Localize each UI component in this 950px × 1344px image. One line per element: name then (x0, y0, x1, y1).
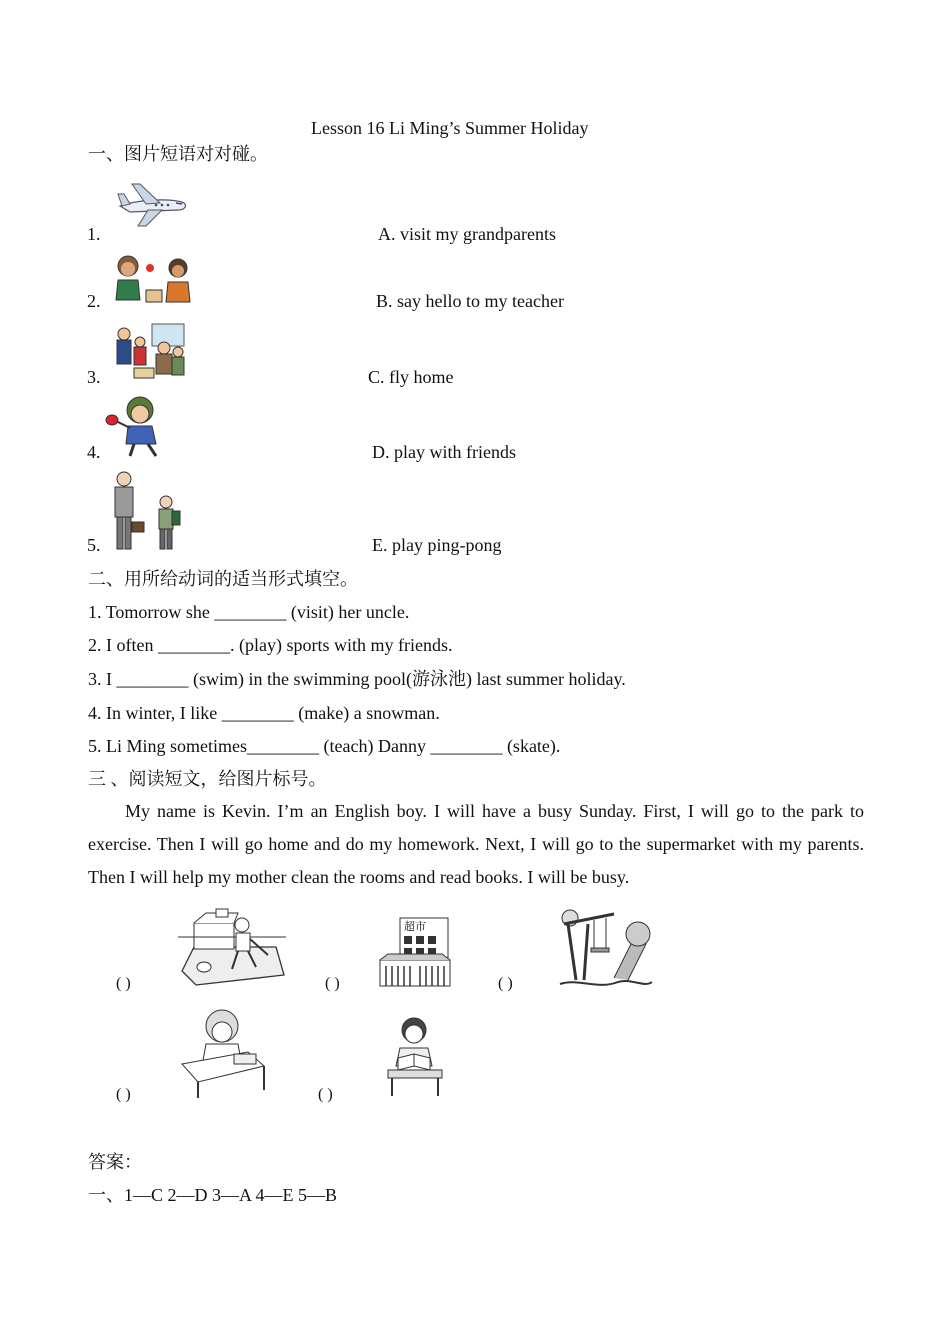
fill-blank-item: 1. Tomorrow she ________ (visit) her uncle. (88, 602, 410, 622)
reading-passage: My name is Kevin. I’m an English boy. I will have a busy Sunday. First, I will go to the park to exercise. Then I will go home and do my homework. Next, I will go to the supermarket with my parents. Then I will help my mother clean the rooms and read books. I will be busy. (88, 801, 864, 887)
answer-blank: ( ) (498, 975, 513, 992)
reading-icon (384, 1014, 446, 1098)
answer-blank: ( ) (116, 975, 131, 992)
park-icon (558, 908, 654, 990)
item-number-4: 4. (87, 442, 101, 462)
teacher-and-student-icon (108, 470, 186, 554)
item-number-2: 2. (87, 291, 101, 311)
item-number-5: 5. (87, 535, 101, 555)
supermarket-sign: 超市 (404, 920, 426, 933)
grandparents-visit-icon (112, 322, 186, 382)
option-a: A. visit my grandparents (378, 224, 556, 244)
cleaning-room-icon (176, 905, 288, 991)
supermarket-icon (378, 914, 452, 990)
section3-heading: 三 、阅读短文，给图片标号。 (88, 769, 327, 789)
answer-blank: ( ) (116, 1086, 131, 1103)
section2-heading: 二、用所给动词的适当形式填空。 (88, 569, 358, 589)
answers-heading: 答案： (88, 1152, 142, 1172)
option-c: C. fly home (368, 367, 454, 387)
fill-blank-item: 2. I often ________. (play) sports with my friends. (88, 635, 453, 655)
option-d: D. play with friends (372, 442, 516, 462)
answers-line: 一、1—C 2—D 3—A 4—E 5—B (88, 1185, 338, 1205)
item-number-3: 3. (87, 367, 101, 387)
children-playing-icon (108, 252, 198, 308)
fill-blank-item: 4. In winter, I like ________ (make) a snowman. (88, 703, 440, 723)
answer-blank: ( ) (318, 1086, 333, 1103)
fill-blank-item: 5. Li Ming sometimes________ (teach) Danny ________ (skate). (88, 736, 561, 756)
page-title: Lesson 16 Li Ming’s Summer Holiday (311, 118, 589, 138)
ping-pong-player-icon (104, 394, 174, 460)
airplane-icon (116, 180, 188, 230)
section1-heading: 一、图片短语对对碰。 (88, 144, 268, 164)
option-e: E. play ping-pong (372, 535, 502, 555)
homework-icon (178, 1004, 266, 1100)
fill-blank-item: 3. I ________ (swim) in the swimming pool(游泳池) last summer holiday. (88, 669, 626, 689)
option-b: B. say hello to my teacher (376, 291, 564, 311)
item-number-1: 1. (87, 224, 101, 244)
answer-blank: ( ) (325, 975, 340, 992)
